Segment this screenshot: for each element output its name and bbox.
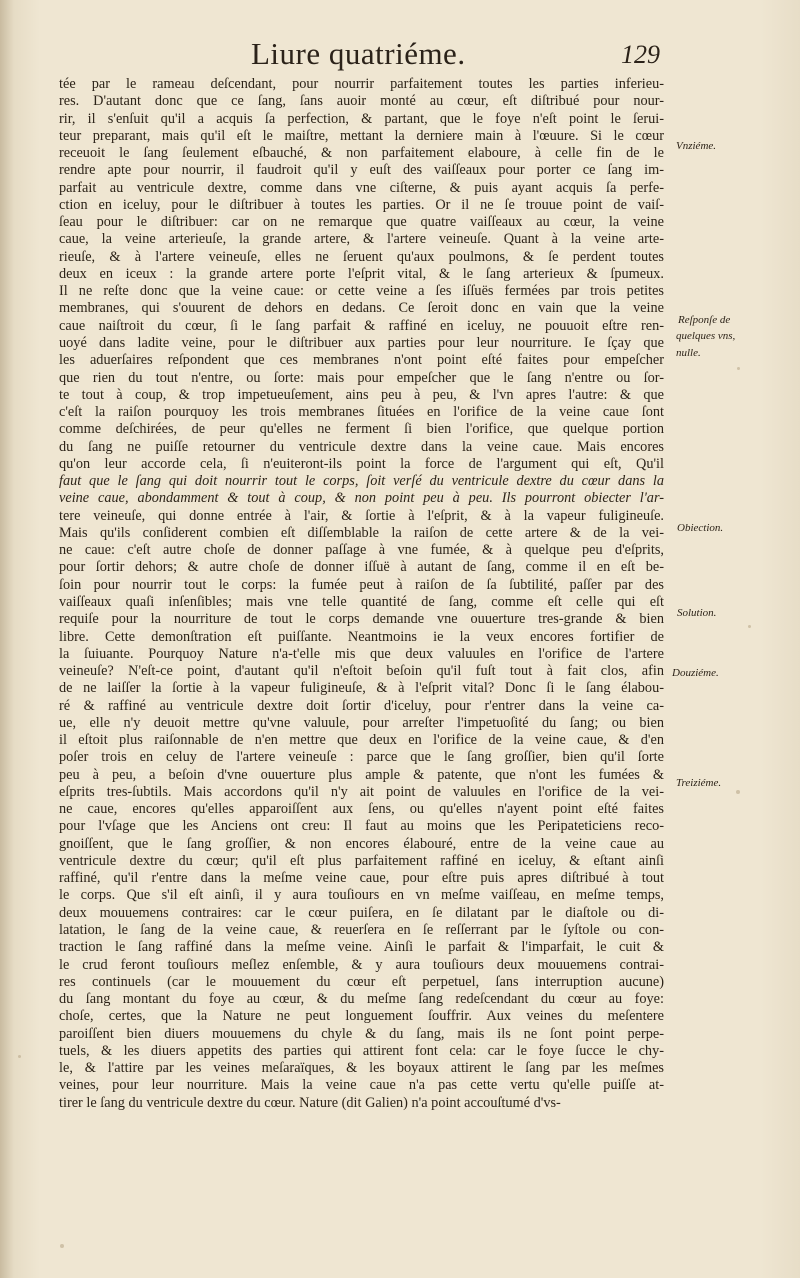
text-line: tée par le rameau deſcendant, pour nourrir parfaitement toutes les parties inferieu- [59, 76, 664, 92]
text-line: ſoin pour nourrir tout le corps: la fumée peut à raiſon de ſa ſubtilité, paſſer par des [59, 576, 664, 593]
text-line: faut que le ſang qui doit nourrir tout le corps, ſoit verſé du ventricule dextre du cœur dans la [59, 473, 664, 490]
text-line: rieuſe, & à l'artere veineuſe, elles ne ſeruent qu'aux poulmons, & ſe perdent toutes [59, 248, 664, 265]
text-line: eſprits tres-ſubtils. Mais accordons qu'il n'y ait point de valuules en l'orifice de la vei- [59, 783, 664, 800]
text-line: les aduerſaires reſpondent que ces membranes n'ont point eſté faites pour empeſcher [59, 352, 664, 369]
text-line: qu'on leur accorde cela, ſi n'euiteront-ils point la force de l'argument qui eſt, Qu'il [59, 455, 664, 472]
margin-note: Douziéme. [672, 667, 719, 679]
text-line: traction le ſang raffiné dans la meſme veine. Ainſi le parfait & l'imparfait, le cuit & [59, 939, 664, 956]
margin-note: Solution. [677, 607, 717, 619]
text-line: vaiſſeaux quaſi inſenſibles; mais vne telle quantité de ſang, comme eſt celle qui eſt [59, 593, 664, 610]
paper-speck [737, 367, 740, 370]
text-line: de ne laiſſer la ſortie à la vapeur fuligineuſe, & à l'eſprit vital? Donc ſi le ſang élabou- [59, 680, 664, 697]
text-line: res continuels (car le mouuement du cœur eſt perpetuel, ſans interruption aucune) [59, 973, 664, 990]
text-line: que rien du tout n'entre, ou ſorte: mais pour empeſcher que le ſang n'entre ou ſor- [59, 369, 664, 386]
margin-note: Obiection. [677, 522, 724, 534]
text-line: tirer le ſang du ventricule dextre du cœur. Nature (dit Galien) n'a point accouſtumé d'vs- [59, 1094, 561, 1111]
text-line: caue naiſtroit du cœur, ſi le ſang parfait & raffiné en iceluy, ne pouuoit eſtre ren- [59, 317, 664, 334]
page-number: 129 [621, 40, 660, 69]
paper-speck [736, 790, 740, 794]
text-line: rir, il s'enſuit qu'il a acquis ſa perfection, & partant, que le foye n'eſt point le ſerui- [59, 110, 664, 127]
text-line: pour l'vſage que les Anciens ont creu: Il faut au moins que les Peripateticiens reco- [59, 818, 664, 835]
text-line: c'eſt la raiſon pourquoy les trois membranes ſituées en l'orifice de la veine caue ſont [59, 404, 664, 421]
text-line: uoyé dans ladite veine, pour le diſtribuer aux parties pour leur nourriture. Ie ſçay que [59, 334, 664, 351]
text-line: le corps. Que s'il eſt ainſi, il y aura touſiours en vn meſme vaiſſeau, en meſme temps, [59, 887, 664, 904]
text-line: ction en iceluy, pour le diſtribuer à toutes les parties. Or il ne ſe trouue point de vaiſ- [59, 196, 664, 213]
text-line: ſeau pour le diſtribuer: car on ne remarque que quatre vaiſſeaux au cœur, la veine [59, 214, 664, 231]
margin-note: nulle. [676, 347, 701, 359]
text-line: veineuſe? N'eſt-ce point, d'autant qu'il n'eſtoit beſoin qu'il fuſt tout à fait clos, afin [59, 663, 664, 680]
text-line: le crud feront touſiours meſlez enſemble, & y aura touſiours deux mouuemens contrai- [59, 956, 664, 973]
margin-note: Treiziéme. [676, 777, 722, 789]
text-line: res. D'autant donc que ce ſang, ſans auoir monté au cœur, eſt diſtribué pour nour- [59, 93, 664, 110]
text-line: du ſang montant du foye au cœur, & du meſme ſang redeſcendant du cœur au foye: [59, 991, 664, 1008]
text-line: gnoiſſent, que le ſang groſſier, & non encores élabouré, entre de la veine caue au [59, 835, 664, 852]
text-line: receuoit le ſang ſeulement eſbauché, & non parfaitement elaboure, à celle fin de le [59, 145, 664, 162]
paper-speck [18, 1055, 21, 1058]
text-line: deux en iceux : la grande artere porte l'eſprit vital, & le ſang arterieux & ſpumeux. [59, 265, 664, 282]
margin-note: quelques vns, [676, 330, 736, 342]
paper-speck [60, 1244, 64, 1248]
body-text [59, 76, 664, 1112]
text-line: ne caue, encores qu'elles apparoiſſent aux ſens, ou qu'elles n'ayent point eſté faites [59, 801, 664, 818]
text-line: le, & l'attire par les veines meſaraïques, & les boyaux attirent le ſang par les meſmes [59, 1060, 664, 1077]
text-line: pour ſortir dehors; & autre choſe de donner iſſuë à autant de ſang, comme il en eſt be- [59, 559, 664, 576]
text-line: veines, pour leur nourriture. Mais la veine caue n'a pas cette vertu qu'elle puiſſe at- [59, 1077, 664, 1094]
text-line: ventricule dextre du cœur; qu'il eſt plus parfaitement raffiné en iceluy, & eſtant ainſi [59, 852, 664, 869]
text-line: veine caue, abondamment & tout à coup, & non point peu à peu. Ils pourront obiecter l'ar- [59, 490, 664, 507]
text-line: latation, le ſang de la veine caue, & reuerſera en ſe reſſerrant par le ſyſtole ou con- [59, 922, 664, 939]
text-line: poſer trois en celuy de l'artere veineuſe : parce que le ſang groſſier, bien qu'il ſorte [59, 749, 664, 766]
text-line: ue, elle n'y deuoit mettre qu'vne valuule, pour arreſter l'impetuoſité du ſang; ou bien [59, 714, 664, 731]
text-line: teur preparant, mais qu'il eſt le maiſtre, mettant la derniere main à l'œuure. Si le cœur [59, 127, 664, 144]
text-line: Il ne reſte donc que la veine caue: or cette veine a ſes iſſuës fermées par trois petites [59, 283, 664, 300]
text-line: membranes, qui s'ouurent de dehors en dedans. Ce ſeroit donc en vain que la veine [59, 300, 664, 317]
text-line: rendre apte pour nourrir, il faudroit qu'il y euſt des vaiſſeaux pour porter ce ſang im- [59, 162, 664, 179]
margin-note: Vnziéme. [676, 140, 717, 152]
text-line: ne caue: c'eſt autre choſe de donner paſſage à vne fumée, & à quelque peu d'eſprits, [59, 542, 664, 559]
text-line: Mais qu'ils conſiderent combien eſt diſſemblable la raiſon de cette artere & de la vei- [59, 524, 664, 541]
text-line: raffiné, qu'il r'entre dans la meſme veine caue, pour eſtre puis apres diſtribué à tout [59, 870, 664, 887]
text-line: te tout à coup, & trop impetueuſement, ains peu à peu, & l'vn apres l'autre: & que [59, 386, 664, 403]
text-line: tere veineuſe, qui donne entrée à l'air, & ſortie à l'eſprit, & à la vapeur fuligineuſe. [59, 507, 664, 524]
text-line: caue, la veine arterieuſe, la grande artere, & l'artere veineuſe. Quant à la veine arte- [59, 231, 664, 248]
text-line: paroiſſent bien diuers mouuemens du chyle & du ſang, mais ils ne ſont point perpe- [59, 1025, 664, 1042]
text-line: deux mouuemens contraires: car le cœur puiſera, en ſe dilatant par le diaſtole ou di- [59, 904, 664, 921]
text-line: ré & raffiné au ventricule dextre doit ſortir d'iceluy, pour r'entrer dans la veine ca- [59, 697, 664, 714]
page-header [235, 36, 660, 80]
text-line: tuels, & les diuers appetits des parties qui attirent font cela: car le foye ſucce le chy- [59, 1042, 664, 1059]
paper-speck [748, 625, 751, 628]
text-line: peu à peu, a beſoin d'vne ouuerture plus ample & patente, que n'ont les fumées & [59, 766, 664, 783]
margin-note: Reſponſe de [678, 314, 731, 326]
text-line: la ſuiuante. Pourquoy Nature n'a-t'elle mis que deux valuules en l'orifice de l'artere [59, 645, 664, 662]
text-line: parfait au ventricule dextre, comme dans vne ciſterne, & puis ayant acquis ſa perfe- [59, 179, 664, 196]
running-title: Liure quatriéme. [251, 36, 466, 71]
text-line: comme deſchirées, de peur qu'elles ne ferment ſi bien l'orifice, que quelque portion [59, 421, 664, 438]
text-line: du ſang ne puiſſe retourner du ventricule dextre dans la veine caue. Mais encores [59, 438, 664, 455]
text-line: libre. Cette demonſtration eſt puiſſante. Neantmoins ie la veux encores fortifier de [59, 628, 664, 645]
text-line: il eſtoit plus raiſonnable de n'en mettre que deux en l'orifice de la veine caue, & d'en [59, 732, 664, 749]
text-line: choſe, certes, que la Nature ne peut longuement ſouffrir. Aux veines du meſentere [59, 1008, 664, 1025]
text-line: requiſe pour la nourriture de tout le corps demande vne ouuerture tres-grande & bien [59, 611, 664, 628]
